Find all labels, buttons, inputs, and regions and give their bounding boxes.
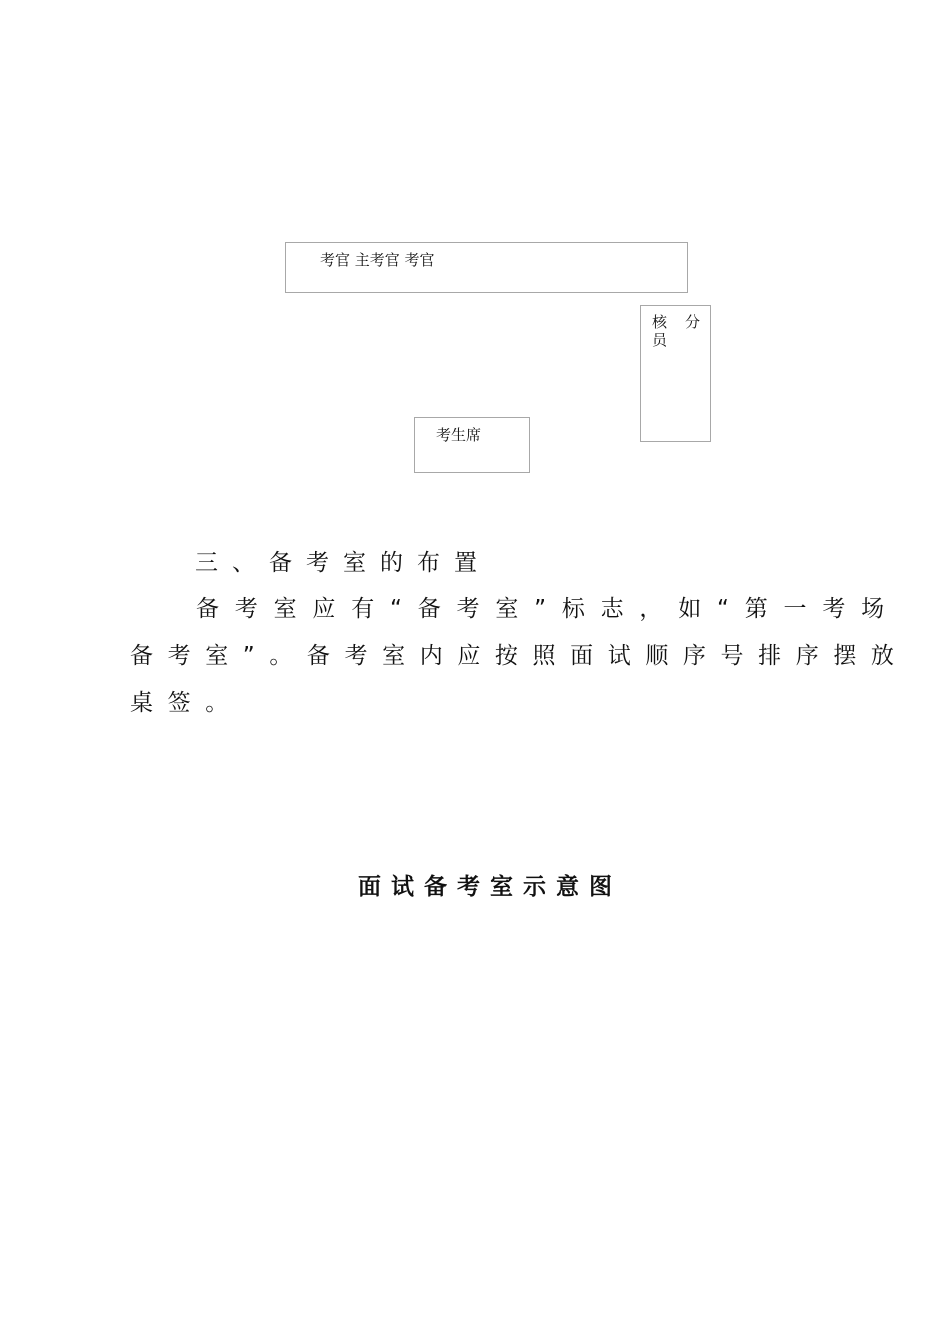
scorer-table-label: 分: [685, 313, 701, 331]
scorer-table: [640, 305, 711, 442]
scorer-table-label: 员: [652, 331, 668, 349]
scorer-table-label: 核: [652, 313, 668, 331]
paragraph-line: 备考室应有“备考室”标志，如“第一考场: [196, 596, 900, 622]
paragraph-line: 备考室”。备考室内应按照面试顺序号排序摆放: [130, 643, 909, 669]
candidate-seat-label: 考生席: [436, 426, 482, 444]
section-heading: 三、备考室的布置: [195, 550, 491, 576]
examiner-table-label: 考官 主考官 考官: [320, 251, 435, 269]
diagram-title: 面试备考室示意图: [358, 874, 622, 900]
paragraph-line: 桌签。: [130, 690, 243, 716]
